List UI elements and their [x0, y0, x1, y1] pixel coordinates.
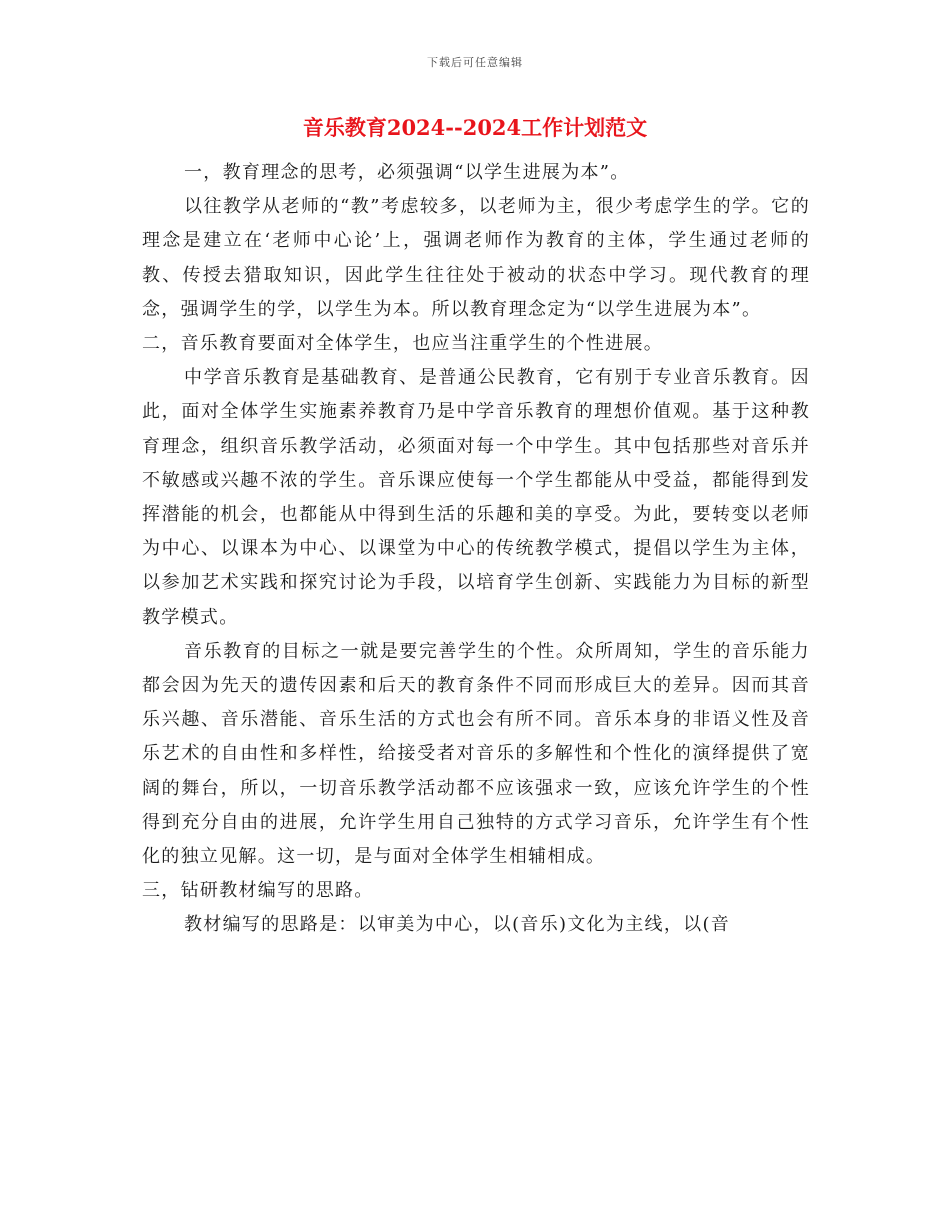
document-title: 音乐教育2024--2024工作计划范文: [302, 115, 648, 140]
section-heading-1: 一，教育理念的思考，必须强调“以学生进展为本”。: [184, 162, 630, 183]
paragraph: 教材编写的思路是：以审美为中心，以(音乐)文化为主线，以(音: [184, 914, 731, 936]
paragraph: 中学音乐教育是基础教育、是普通公民教育，它有别于专业音乐教育。因此，面对全体学生实施素养教育乃是中学音乐教育的理想价值观。基于这种教育理念，组织音乐教学活动，必须面对每一个中学生。其中包括那些对音乐并不敏感或兴趣不浓的学生。音乐课应使每一个学生都能从中受益，都能得到发挥潜能的机会，也都能从中得到生活的乐趣和美的享受。为此，要转变以老师为中心、以课本为中心、以课堂为中心的传统教学模式，提倡以学生为主体，以参加艺术实践和探究讨论为手段，以培育学生创新、实践能力为目标的新型教学模式。: [142, 367, 810, 628]
page-header-note: 下载后可任意编辑: [427, 56, 523, 69]
paragraph: 以往教学从老师的“教”考虑较多，以老师为主，很少考虑学生的学。它的理念是建立在‘老师中心论’上，强调老师作为教育的主体，学生通过老师的教、传授去猎取知识，因此学生往往处于被动的状态中学习。现代教育的理念，强调学生的学，以学生为本。所以教育理念定为“以学生进展为本”。: [142, 196, 810, 320]
section-heading-2: 二，音乐教育要面对全体学生，也应当注重学生的个性进展。: [142, 333, 664, 355]
section-heading-3: 三，钻研教材编写的思路。: [142, 880, 374, 902]
paragraph: 音乐教育的目标之一就是要完善学生的个性。众所周知，学生的音乐能力都会因为先天的遗传因素和后天的教育条件不同而形成巨大的差异。因而其音乐兴趣、音乐潜能、音乐生活的方式也会有所不同。音乐本身的非语义性及音乐艺术的自由性和多样性，给接受者对音乐的多解性和个性化的演绎提供了宽阔的舞台，所以，一切音乐教学活动都不应该强求一致，应该允许学生的个性得到充分自由的进展，允许学生用自己独特的方式学习音乐，允许学生有个性化的独立见解。这一切，是与面对全体学生相辅相成。: [142, 640, 810, 868]
document-body: [142, 156, 810, 943]
